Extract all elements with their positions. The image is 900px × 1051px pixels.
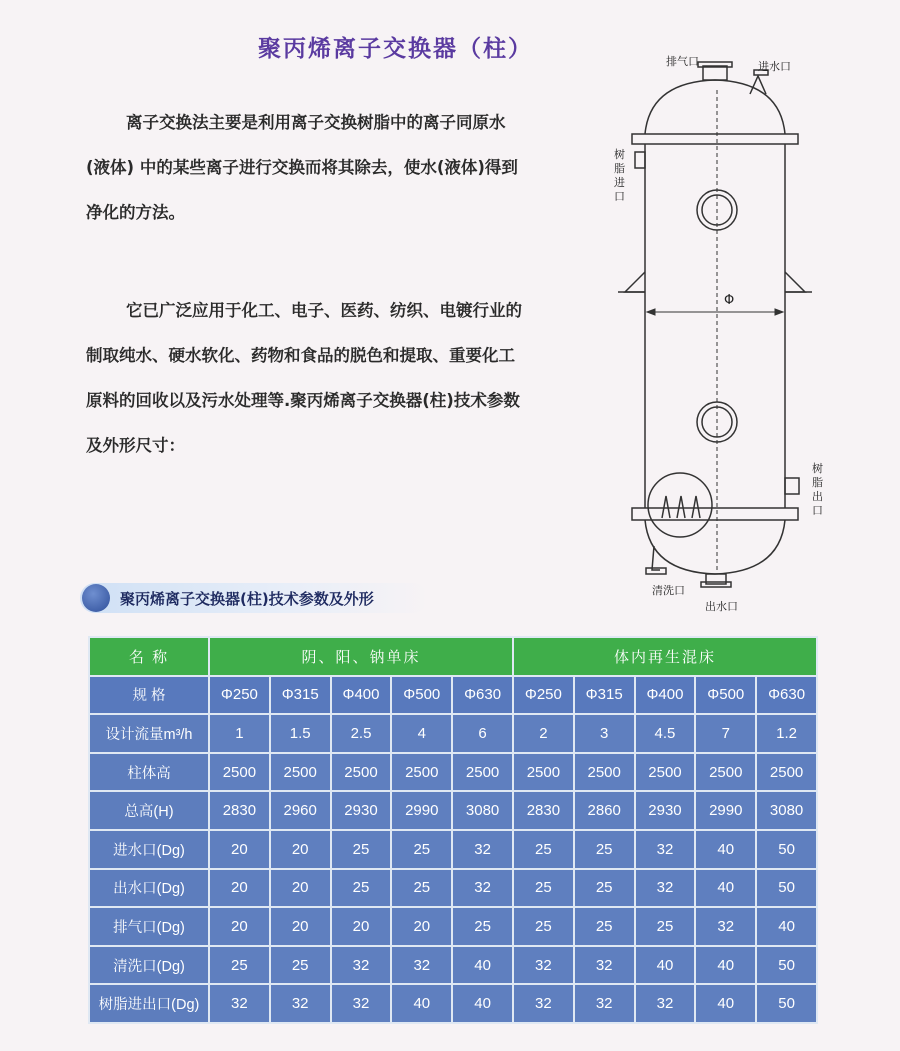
- table-cell: 32: [574, 946, 635, 985]
- row-label: 树脂进出口(Dg): [89, 984, 209, 1023]
- table-cell: 40: [695, 869, 756, 908]
- table-row: [89, 791, 817, 830]
- exchanger-diagram: [600, 50, 830, 620]
- table-cell: 2990: [391, 791, 452, 830]
- group-single-bed: 阴、阳、钠单床: [209, 637, 513, 676]
- spec-cell: Φ630: [756, 676, 817, 715]
- table-cell: 4: [391, 714, 452, 753]
- row-label: 排气口(Dg): [89, 907, 209, 946]
- table-cell: 50: [756, 984, 817, 1023]
- table-cell: 32: [635, 830, 696, 869]
- outlet-label: 出水口: [705, 600, 738, 613]
- table-cell: 20: [270, 830, 331, 869]
- table-cell: 32: [209, 984, 270, 1023]
- table-cell: 32: [452, 830, 513, 869]
- table-row: [89, 946, 817, 985]
- table-cell: 32: [574, 984, 635, 1023]
- table-row: [89, 869, 817, 908]
- spec-cell: Φ250: [513, 676, 574, 715]
- table-cell: 32: [695, 907, 756, 946]
- table-cell: 20: [209, 869, 270, 908]
- section-heading: [80, 583, 428, 613]
- table-cell: 20: [270, 869, 331, 908]
- table-cell: 32: [331, 984, 392, 1023]
- table-cell: 50: [756, 830, 817, 869]
- table-cell: 25: [574, 907, 635, 946]
- resin-outlet-label-4: 口: [812, 504, 823, 517]
- table-cell: 2500: [331, 753, 392, 792]
- diameter-symbol: Φ: [724, 293, 735, 308]
- spec-cell: Φ500: [695, 676, 756, 715]
- table-cell: 2860: [574, 791, 635, 830]
- table-cell: 2990: [695, 791, 756, 830]
- resin-inlet-label-3: 进: [614, 176, 625, 189]
- table-cell: 50: [756, 869, 817, 908]
- table-cell: 2500: [513, 753, 574, 792]
- table-cell: 25: [270, 946, 331, 985]
- section-heading-label: 聚丙烯离子交换器(柱)技术参数及外形: [120, 590, 374, 608]
- table-cell: 40: [452, 946, 513, 985]
- table-header-row: [89, 637, 817, 676]
- resin-inlet-label-1: 树: [614, 148, 625, 161]
- table-cell: 2500: [756, 753, 817, 792]
- table-cell: 32: [513, 984, 574, 1023]
- table-cell: 25: [635, 907, 696, 946]
- table-cell: 3080: [452, 791, 513, 830]
- spec-cell: Φ400: [331, 676, 392, 715]
- table-cell: 1: [209, 714, 270, 753]
- table-cell: 50: [756, 946, 817, 985]
- table-cell: 25: [574, 830, 635, 869]
- wash-label: 清洗口: [652, 584, 685, 597]
- table-cell: 25: [574, 869, 635, 908]
- row-label: 设计流量m³/h: [89, 714, 209, 753]
- table-cell: 32: [391, 946, 452, 985]
- table-cell: 40: [695, 946, 756, 985]
- table-cell: 25: [513, 907, 574, 946]
- bullet-icon: [82, 584, 110, 612]
- table-cell: 40: [391, 984, 452, 1023]
- table-cell: 25: [209, 946, 270, 985]
- resin-outlet-label-1: 树: [812, 462, 823, 475]
- intro-paragraph-1: 离子交换法主要是利用离子交换树脂中的离子同原水 (液体) 中的某些离子进行交换而将其除去，使水(液体)得到净化的方法。: [86, 113, 518, 222]
- table-cell: 1.5: [270, 714, 331, 753]
- table-cell: 20: [270, 907, 331, 946]
- table-cell: 32: [270, 984, 331, 1023]
- row-label: 柱体高: [89, 753, 209, 792]
- table-cell: 2500: [209, 753, 270, 792]
- row-label: 出水口(Dg): [89, 869, 209, 908]
- spec-cell: Φ400: [635, 676, 696, 715]
- resin-inlet-label-4: 口: [614, 190, 625, 203]
- table-cell: 2.5: [331, 714, 392, 753]
- table-cell: 2500: [391, 753, 452, 792]
- table-cell: 32: [331, 946, 392, 985]
- table-cell: 25: [331, 869, 392, 908]
- row-label: 清洗口(Dg): [89, 946, 209, 985]
- table-cell: 40: [756, 907, 817, 946]
- table-cell: 32: [452, 869, 513, 908]
- spec-row: [89, 676, 817, 715]
- table-cell: 2830: [209, 791, 270, 830]
- table-cell: 2: [513, 714, 574, 753]
- table-cell: 32: [635, 984, 696, 1023]
- table-row: [89, 984, 817, 1023]
- table-cell: 2500: [635, 753, 696, 792]
- resin-outlet-label-2: 脂: [812, 476, 823, 489]
- table-cell: 20: [391, 907, 452, 946]
- table-cell: 1.2: [756, 714, 817, 753]
- group-mixed-bed: 体内再生混床: [513, 637, 817, 676]
- table-cell: 3080: [756, 791, 817, 830]
- table-cell: 20: [331, 907, 392, 946]
- vent-label: 排气口: [666, 55, 699, 68]
- spec-cell: Φ250: [209, 676, 270, 715]
- row-label: 总高(H): [89, 791, 209, 830]
- table-cell: 6: [452, 714, 513, 753]
- spec-cell: Φ315: [574, 676, 635, 715]
- table-cell: 25: [513, 830, 574, 869]
- table-row: [89, 830, 817, 869]
- table-cell: 25: [513, 869, 574, 908]
- table-cell: 25: [391, 869, 452, 908]
- table-cell: 32: [635, 869, 696, 908]
- table-cell: 2500: [270, 753, 331, 792]
- table-cell: 3: [574, 714, 635, 753]
- table-row: [89, 907, 817, 946]
- table-cell: 2500: [452, 753, 513, 792]
- spec-cell: Φ500: [391, 676, 452, 715]
- page-title: 聚丙烯离子交换器（柱）: [258, 36, 533, 62]
- name-header: 名 称: [89, 637, 209, 676]
- table-row: [89, 753, 817, 792]
- table-cell: 40: [695, 984, 756, 1023]
- table-cell: 40: [452, 984, 513, 1023]
- table-cell: 20: [209, 830, 270, 869]
- spec-label: 规 格: [89, 676, 209, 715]
- row-label: 进水口(Dg): [89, 830, 209, 869]
- intro-paragraph-2: 它已广泛应用于化工、电子、医药、纺织、电镀行业的制取纯水、硬水软化、药物和食品的脱色和提取、重要化工原料的回收以及污水处理等.聚丙烯离子交换器(柱)技术参数及外形尺寸：: [86, 301, 522, 455]
- table-cell: 20: [209, 907, 270, 946]
- table-cell: 32: [513, 946, 574, 985]
- spec-cell: Φ630: [452, 676, 513, 715]
- resin-inlet-label-2: 脂: [614, 162, 625, 175]
- table-cell: 2960: [270, 791, 331, 830]
- table-cell: 2930: [635, 791, 696, 830]
- spec-cell: Φ315: [270, 676, 331, 715]
- resin-outlet-label-3: 出: [812, 490, 823, 503]
- table-cell: 2500: [574, 753, 635, 792]
- table-cell: 25: [391, 830, 452, 869]
- table-cell: 2830: [513, 791, 574, 830]
- inlet-label: 进水口: [758, 60, 791, 73]
- table-cell: 4.5: [635, 714, 696, 753]
- spec-table: [88, 636, 818, 1024]
- table-cell: 7: [695, 714, 756, 753]
- table-cell: 25: [331, 830, 392, 869]
- table-cell: 2930: [331, 791, 392, 830]
- table-cell: 40: [635, 946, 696, 985]
- table-row: [89, 714, 817, 753]
- table-cell: 40: [695, 830, 756, 869]
- table-cell: 25: [452, 907, 513, 946]
- table-cell: 2500: [695, 753, 756, 792]
